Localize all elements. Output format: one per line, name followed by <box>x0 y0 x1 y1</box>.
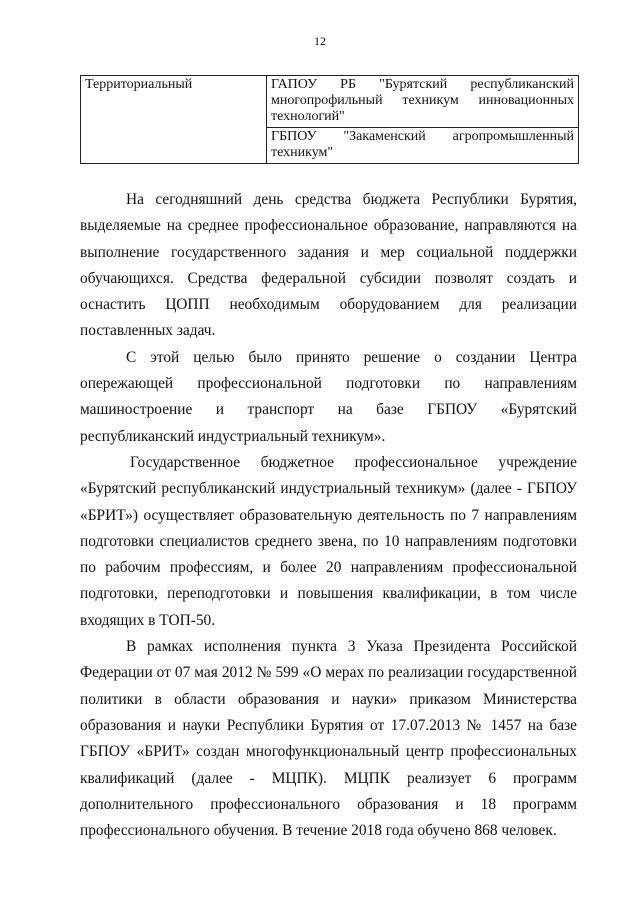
paragraph: Государственное бюджетное профессиональное учреждение «Бурятский республиканский индустриальный техникум» (далее - ГБПОУ «БРИТ») осуществляет образовательную деятельность по 7 направлениям подготовки специалистов среднего звена, по 10 направлениям подготовки по рабочим профессиям, и более 20 направлениям профессиональной подготовки, переподготовки и повышения квалификации, в том числе входящих в ТОП-50. <box>80 453 577 629</box>
category-cell: Территориальный <box>81 76 267 164</box>
paragraph: В рамках исполнения пункта 3 Указа Президента Российской Федерации от 07 мая 2012 № 599 «О мерах по реализации государственной политики в области образования и науки» приказом Министерства образования и науки Республики Бурятия от 17.07.2013 № 1457 на базе ГБПОУ «БРИТ» создан многофункциональный центр профессиональных квалификаций (далее - МЦПК). МЦПК реализует 6 программ дополнительного профессионального образования и 18 программ профессионального обучения. В течение 2018 года обучено 868 человек. <box>80 638 577 840</box>
paragraph: С этой целью было принято решение о создании Центра опережающей профессиональной подготовки по направлениям машиностроение и транспорт на базе ГБПОУ «Бурятский республиканский индустриальный техникум». <box>80 348 577 445</box>
body-text <box>80 187 577 844</box>
centers-table <box>80 75 579 164</box>
table-row <box>81 76 579 128</box>
page-number: 12 <box>314 34 326 48</box>
institution-cell: ГБПОУ "Закаменский агропромышленный техникум" <box>267 128 579 164</box>
institution-cell: ГАПОУ РБ "Бурятский республиканский многопрофильный техникум инновационных технологий" <box>267 76 579 128</box>
paragraph: На сегодняшний день средства бюджета Республики Бурятия, выделяемые на среднее профессиональное образование, направляются на выполнение государственного задания и мер социальной поддержки обучающихся. Средства федеральной субсидии позволят создать и оснастить ЦОПП необходимым оборудованием для реализации поставленных задач. <box>80 191 577 340</box>
